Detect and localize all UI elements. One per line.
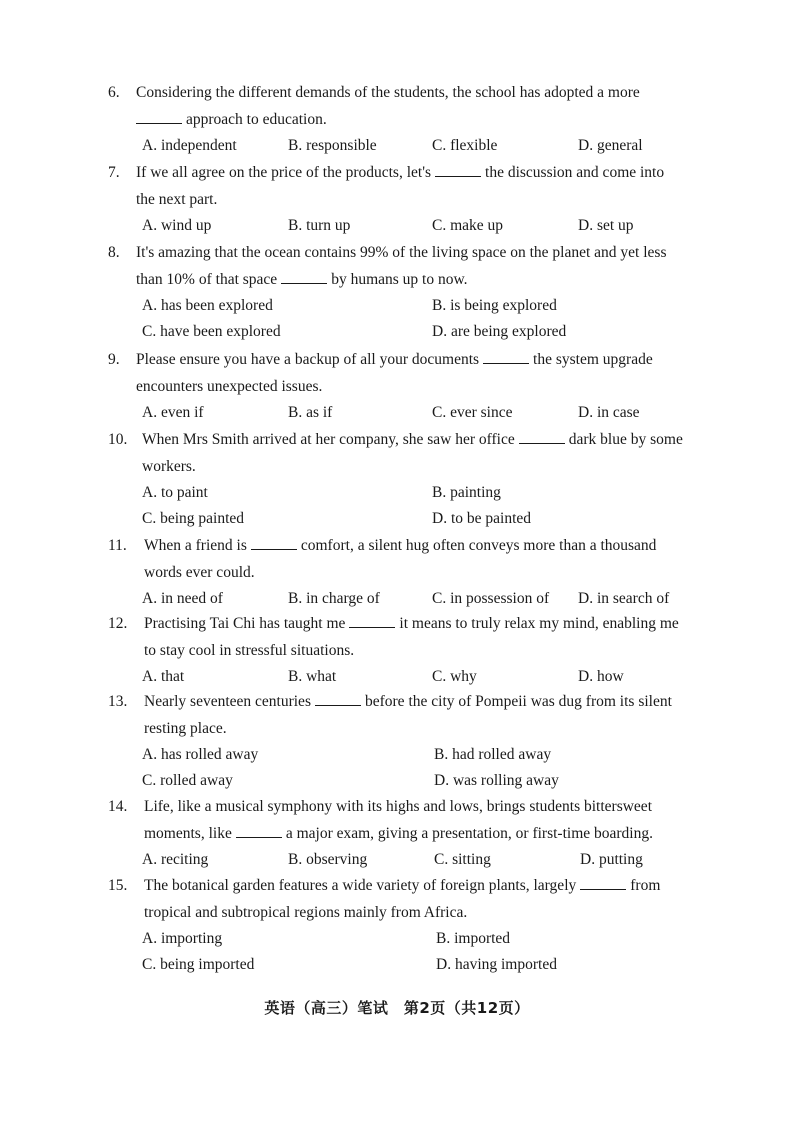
- question-text: comfort, a silent hug often conveys more than a thousand: [300, 537, 657, 554]
- question-text: Considering the different demands of the students, the school has adopted a more: [136, 84, 640, 101]
- option-c[interactable]: C. being imported: [142, 956, 255, 973]
- question-14: [108, 793, 708, 873]
- option-c[interactable]: C. why: [432, 668, 477, 685]
- answer-blank: [519, 427, 565, 444]
- question-text: encounters unexpected issues.: [136, 378, 323, 395]
- option-d[interactable]: D. in search of: [578, 590, 670, 607]
- answer-blank: [251, 533, 297, 550]
- question-number: 7.: [108, 164, 120, 181]
- question-15: [108, 872, 708, 978]
- option-b[interactable]: B. in charge of: [288, 590, 380, 607]
- question-text: it means to truly relax my mind, enabling me: [399, 615, 679, 632]
- question-text: the discussion and come into: [485, 164, 665, 181]
- option-c[interactable]: C. rolled away: [142, 772, 233, 789]
- question-text: approach to education.: [186, 111, 327, 128]
- option-a[interactable]: A. reciting: [142, 851, 209, 868]
- option-a[interactable]: A. wind up: [142, 217, 212, 234]
- option-b[interactable]: B. observing: [288, 851, 368, 868]
- answer-blank: [580, 873, 626, 890]
- page-footer: 英语（高三）笔试 第2页（共12页）: [264, 999, 530, 1017]
- question-number: 10.: [108, 431, 128, 448]
- question-text: When a friend is: [144, 537, 247, 554]
- answer-blank: [281, 267, 327, 284]
- option-b[interactable]: B. painting: [432, 484, 501, 501]
- question-11: [108, 532, 708, 612]
- option-a[interactable]: A. has been explored: [142, 297, 273, 314]
- question-8: [108, 239, 708, 345]
- options-row: [108, 926, 708, 952]
- option-c[interactable]: C. ever since: [432, 404, 513, 421]
- answer-blank: [236, 821, 282, 838]
- question-text: words ever could.: [144, 564, 255, 581]
- options-row: [108, 952, 708, 978]
- options-row: [108, 319, 708, 345]
- options-row: [108, 400, 708, 426]
- option-d[interactable]: D. having imported: [436, 956, 557, 973]
- option-d[interactable]: D. in case: [578, 404, 640, 421]
- option-c[interactable]: C. flexible: [432, 137, 498, 154]
- options-row: [108, 213, 708, 239]
- option-a[interactable]: A. independent: [142, 137, 237, 154]
- answer-blank: [435, 160, 481, 177]
- option-b[interactable]: B. is being explored: [432, 297, 557, 314]
- question-number: 15.: [108, 877, 128, 894]
- question-number: 8.: [108, 244, 120, 261]
- question-10: [108, 426, 708, 532]
- option-c[interactable]: C. make up: [432, 217, 504, 234]
- option-d[interactable]: D. set up: [578, 217, 634, 234]
- option-a[interactable]: A. has rolled away: [142, 746, 259, 763]
- question-text: the system upgrade: [533, 351, 653, 368]
- question-number: 12.: [108, 615, 128, 632]
- answer-blank: [136, 107, 182, 124]
- option-a[interactable]: A. that: [142, 668, 185, 685]
- question-number: 9.: [108, 351, 120, 368]
- option-b[interactable]: B. responsible: [288, 137, 377, 154]
- question-text: Practising Tai Chi has taught me: [144, 615, 346, 632]
- options-row: [108, 664, 708, 690]
- question-text: to stay cool in stressful situations.: [144, 642, 355, 659]
- option-d[interactable]: D. are being explored: [432, 323, 567, 340]
- question-text: Nearly seventeen centuries: [144, 693, 311, 710]
- option-b[interactable]: B. what: [288, 668, 337, 685]
- options-row: [108, 506, 708, 532]
- question-text: It's amazing that the ocean contains 99% of the living space on the planet and yet less: [136, 244, 667, 261]
- question-12: [108, 610, 708, 690]
- question-text: dark blue by some: [568, 431, 683, 448]
- question-text: moments, like: [144, 825, 232, 842]
- option-c[interactable]: C. have been explored: [142, 323, 281, 340]
- question-text: resting place.: [144, 720, 227, 737]
- question-text: workers.: [142, 458, 196, 475]
- options-row: [108, 768, 708, 794]
- option-d[interactable]: D. how: [578, 668, 624, 685]
- option-b[interactable]: B. turn up: [288, 217, 351, 234]
- option-a[interactable]: A. to paint: [142, 484, 208, 501]
- question-text: When Mrs Smith arrived at her company, she saw her office: [142, 431, 515, 448]
- question-number: 11.: [108, 537, 127, 554]
- option-a[interactable]: A. in need of: [142, 590, 223, 607]
- options-row: [108, 133, 708, 159]
- question-text: Life, like a musical symphony with its highs and lows, brings students bittersweet: [144, 798, 652, 815]
- option-d[interactable]: D. was rolling away: [434, 772, 559, 789]
- question-text: If we all agree on the price of the products, let's: [136, 164, 432, 181]
- option-d[interactable]: D. general: [578, 137, 643, 154]
- question-text: a major exam, giving a presentation, or first-time boarding.: [285, 825, 653, 842]
- question-13: [108, 688, 708, 794]
- option-b[interactable]: B. as if: [288, 404, 333, 421]
- option-a[interactable]: A. importing: [142, 930, 223, 947]
- question-number: 6.: [108, 84, 120, 101]
- option-c[interactable]: C. being painted: [142, 510, 245, 527]
- question-number: 13.: [108, 693, 128, 710]
- options-row: [108, 847, 708, 873]
- answer-blank: [483, 347, 529, 364]
- option-d[interactable]: D. putting: [580, 851, 643, 868]
- options-row: [108, 586, 708, 612]
- question-number: 14.: [108, 798, 128, 815]
- question-text: tropical and subtropical regions mainly from Africa.: [144, 904, 468, 921]
- question-7: [108, 159, 708, 239]
- question-text: Please ensure you have a backup of all your documents: [136, 351, 480, 368]
- question-text: from: [630, 877, 661, 894]
- option-b[interactable]: B. had rolled away: [434, 746, 552, 763]
- question-text: than 10% of that space: [136, 271, 278, 288]
- options-row: [108, 480, 708, 506]
- answer-blank: [315, 689, 361, 706]
- option-c[interactable]: C. in possession of: [432, 590, 550, 607]
- question-text: before the city of Pompeii was dug from its silent: [364, 693, 672, 710]
- option-c[interactable]: C. sitting: [434, 851, 491, 868]
- answer-blank: [349, 611, 395, 628]
- question-text: by humans up to now.: [331, 271, 468, 288]
- option-d[interactable]: D. to be painted: [432, 510, 532, 527]
- question-text: The botanical garden features a wide variety of foreign plants, largely: [144, 877, 577, 894]
- option-a[interactable]: A. even if: [142, 404, 204, 421]
- option-b[interactable]: B. imported: [436, 930, 511, 947]
- question-6: [108, 79, 708, 159]
- question-9: [108, 346, 708, 426]
- question-text: the next part.: [136, 191, 218, 208]
- options-row: [108, 293, 708, 319]
- options-row: [108, 742, 708, 768]
